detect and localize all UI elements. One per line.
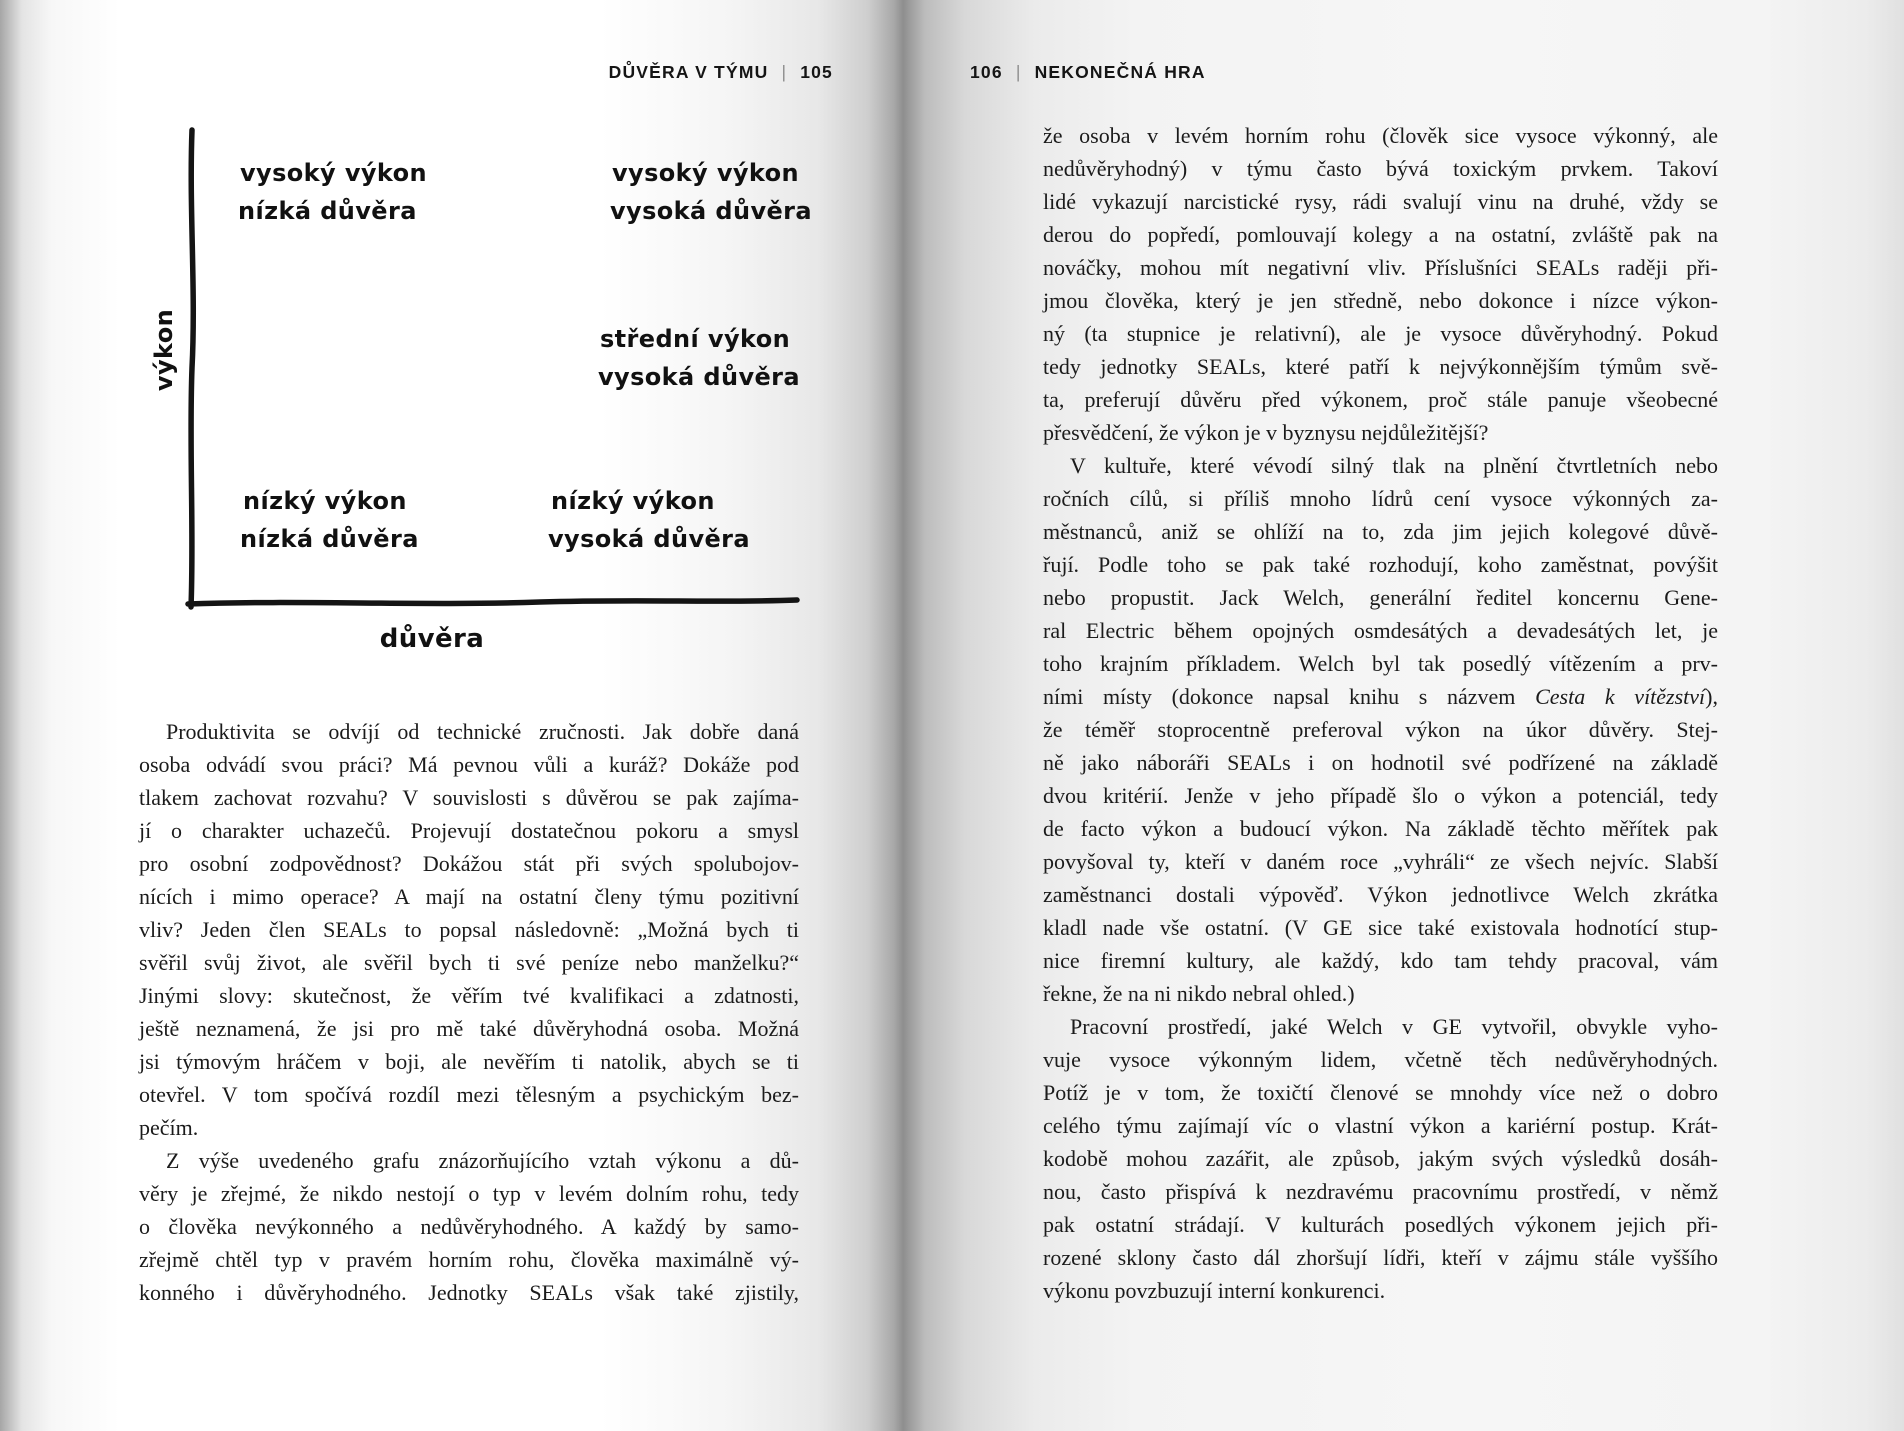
x-axis-line — [188, 600, 797, 604]
text-line: jsi týmovým hráčem v boji, ale nevěřím ti natolik, abych se ti — [139, 1049, 799, 1074]
text-line: ně jako náboráři SEALs i on hodnotil své podřízené na základě — [1043, 750, 1718, 775]
header-separator: | — [1015, 62, 1022, 82]
y-axis-line — [191, 130, 193, 607]
page-number: 105 — [800, 62, 833, 82]
text-line: řují. Podle toho se pak také rozhodují, koho zaměstnat, povýšit — [1043, 552, 1718, 577]
text-line: ta, preferují důvěru před výkonem, proč stále panuje všeobecné — [1043, 387, 1718, 412]
text-line: pak ostatní strádají. V kulturách posedlých výkonem jejich při- — [1043, 1212, 1718, 1237]
text-line: V kultuře, které vévodí silný tlak na plnění čtvrtletních nebo — [1070, 453, 1718, 478]
running-head-right — [970, 62, 1206, 83]
quadrant-label-bottom-left-performance: nízký výkon — [243, 487, 407, 515]
text-line: Z výše uvedeného grafu znázorňujícího vztah výkonu a dů- — [166, 1148, 799, 1173]
text-line: nice firemní kultury, ale každý, kdo tam tehdy pracoval, vám — [1043, 948, 1718, 973]
text-line: pečím. — [139, 1115, 199, 1140]
text-line: že osoba v levém horním rohu (člověk sice vysoce výkonný, ale — [1043, 123, 1718, 148]
paragraph — [139, 715, 799, 1144]
text-line: ročních cílů, si příliš mnoho lídrů cení vysoce výkonných za- — [1043, 486, 1718, 511]
text-line: jmou člověka, který je jen středně, nebo dokonce i nízce výkon- — [1043, 288, 1718, 313]
text-line: Jinými slovy: skutečnost, že věřím tvé kvalifikaci a zdatnosti, — [139, 983, 799, 1008]
text-line: Produktivita se odvíjí od technické zručnosti. Jak dobře daná — [166, 719, 799, 744]
quadrant-label-bottom-right-trust: vysoká důvěra — [548, 525, 750, 553]
text-line: městnanců, aniž se ohlíží na to, zda jim jejich kolegové důvě- — [1043, 519, 1718, 544]
y-axis-label: výkon — [150, 308, 178, 392]
text-line: přesvědčení, že výkon je v byznysu nejdůležitější? — [1043, 420, 1489, 445]
text-line: vliv? Jeden člen SEALs to popsal následovně: „Možná bych ti — [139, 917, 799, 942]
text-line: rozené sklony často dál zhoršují lídři, kteří v zájmu stále vyššího — [1043, 1245, 1718, 1270]
text-line: Potíž je v tom, že toxičtí členové se mnohdy více než o dobro — [1043, 1080, 1718, 1105]
paragraph — [1043, 1010, 1718, 1307]
running-head-left — [0, 62, 833, 83]
header-separator: | — [781, 62, 788, 82]
text-line: povyšoval ty, kteří v daném roce „vyhráli“ ze všech nejvíc. Slabší — [1043, 849, 1718, 874]
text-line: nou, často přispívá k nezdravému pracovnímu prostředí, v němž — [1043, 1179, 1718, 1204]
book-title: NEKONEČNÁ HRA — [1034, 62, 1206, 82]
text-line: tedy jednotky SEALs, které patří k nejvýkonnějším týmům svě- — [1043, 354, 1718, 379]
text-line: ral Electric během opojných osmdesátých a devadesátých let, je — [1043, 618, 1718, 643]
quadrant-label-middle-right-trust: vysoká důvěra — [598, 363, 800, 391]
text-line: de facto výkon a budoucí výkon. Na základě těchto měřítek pak — [1043, 816, 1718, 841]
text-line: že téměř stoprocentně preferoval výkon na úkor důvěry. Stej- — [1043, 717, 1718, 742]
quadrant-label-top-left-trust: nízká důvěra — [238, 197, 417, 225]
paragraph — [1043, 119, 1718, 449]
quadrant-label-top-left-performance: vysoký výkon — [240, 159, 428, 187]
quadrant-label-top-right-trust: vysoká důvěra — [610, 197, 812, 225]
text-line: zaměstnanci dostali výpověď. Výkon jednotlivce Welch zkrátka — [1043, 882, 1718, 907]
text-line: kodobě mohou zazářit, ale způsob, jakým svých výsledků dosáh- — [1043, 1146, 1718, 1171]
text-line: dvou kritérií. Jenže v jeho případě šlo o výkon a potenciál, tedy — [1043, 783, 1718, 808]
page-number: 106 — [970, 62, 1003, 82]
text-line: zřejmě chtěl typ v pravém horním rohu, člověka maximálně vý- — [139, 1247, 799, 1272]
text-line: tlakem zachovat rozvahu? V souvislosti s důvěrou se pak zajíma- — [139, 785, 799, 810]
paragraph — [1043, 449, 1718, 1010]
text-line: kladl nade vše ostatní. (V GE sice také existovala hodnotící stup- — [1043, 915, 1718, 940]
quadrant-label-bottom-left-trust: nízká důvěra — [240, 525, 419, 553]
text-line: derou do popředí, pomlouvají kolegy a na ostatní, zvláště pak na — [1043, 222, 1718, 247]
text-line: nebo propustit. Jack Welch, generální ředitel koncernu Gene- — [1043, 585, 1718, 610]
text-line: pro osobní zodpovědnost? Dokážou stát při svých spolubojov- — [139, 851, 799, 876]
right-body-text — [1043, 119, 1718, 1307]
text-line: výkonu povzbuzují interní konkurenci. — [1043, 1278, 1386, 1303]
page-left — [0, 0, 903, 1431]
text-line: ještě neznamená, že jsi pro mě také důvěryhodná osoba. Možná — [139, 1016, 799, 1041]
text-line: o člověka nevýkonného a nedůvěryhodného. A každý by samo- — [139, 1214, 799, 1239]
text-line: řekne, že na ni nikdo nebral ohled.) — [1043, 981, 1355, 1006]
chapter-title: DŮVĚRA V TÝMU — [608, 62, 769, 82]
quadrant-label-top-right-performance: vysoký výkon — [612, 159, 800, 187]
text-line: jí o charakter uchazečů. Projevují dostatečnou pokoru a smysl — [139, 818, 799, 843]
paragraph — [139, 1144, 799, 1309]
text-line: osoba odvádí svou práci? Má pevnou vůli a kuráž? Dokáže pod — [139, 752, 799, 777]
text-line: nováčky, mohou mít negativní vliv. Příslušníci SEALs raději při- — [1043, 255, 1718, 280]
text-line: vuje vysoce výkonným lidem, včetně těch nedůvěryhodných. — [1043, 1047, 1718, 1072]
left-body-text — [139, 715, 799, 1309]
text-line: nedůvěryhodný) v týmu často bývá toxickým prvkem. Takoví — [1043, 156, 1718, 181]
quadrant-label-middle-right-performance: střední výkon — [600, 325, 791, 353]
text-line: Pracovní prostředí, jaké Welch v GE vytvořil, obvykle vyho- — [1070, 1014, 1718, 1039]
text-line: ními místy (dokonce napsal knihu s názvem Cesta k vítězství), — [1043, 684, 1718, 709]
text-line: otevřel. V tom spočívá rozdíl mezi tělesným a psychickým bez- — [139, 1082, 799, 1107]
text-line: lidé vykazují narcistické rysy, rádi svalují vinu na druhé, vždy se — [1043, 189, 1718, 214]
text-line: konného i důvěryhodného. Jednotky SEALs však také zjistily, — [139, 1280, 799, 1305]
text-line: celého týmu zajímají víc o vlastní výkon a kariérní postup. Krát- — [1043, 1113, 1718, 1138]
quadrant-label-bottom-right-performance: nízký výkon — [551, 487, 715, 515]
text-line: toho krajním příkladem. Welch byl tak posedlý vítězením a prv- — [1043, 651, 1718, 676]
page-right — [903, 0, 1904, 1431]
text-line: svěřil svůj život, ale svěřil bych ti své peníze nebo manželku?“ — [139, 950, 799, 975]
text-line: ný (ta stupnice je relativní), ale je vysoce důvěryhodný. Pokud — [1043, 321, 1718, 346]
text-line: nících i mimo operace? A mají na ostatní členy týmu pozitivní — [139, 884, 799, 909]
text-line: věry je zřejmé, že nikdo nestojí o typ v levém dolním rohu, tedy — [139, 1181, 799, 1206]
x-axis-label: důvěra — [379, 624, 485, 654]
